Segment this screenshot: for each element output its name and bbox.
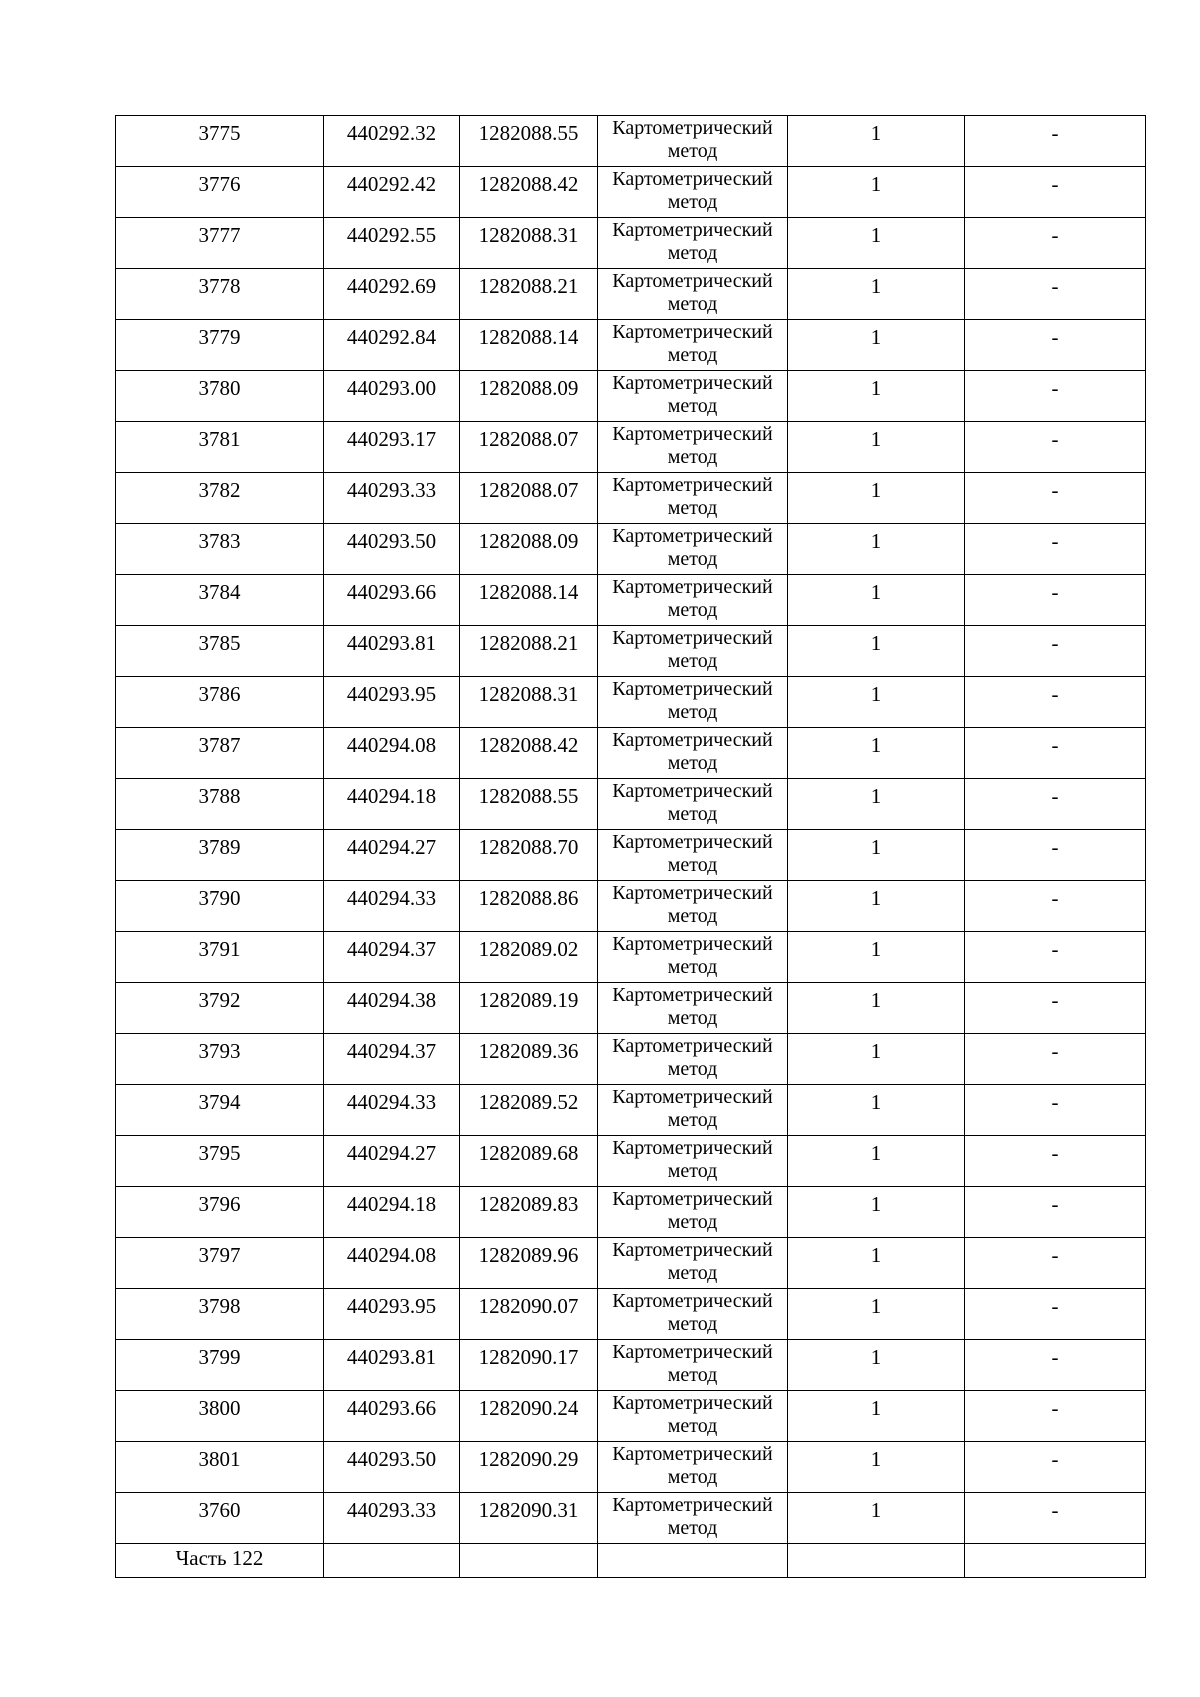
y-coordinate-cell: 1282088.55	[460, 116, 598, 167]
accuracy-cell: 1	[788, 1289, 965, 1340]
part-row	[116, 1544, 1146, 1578]
description-cell: -	[965, 269, 1146, 320]
method-cell: Картометрический метод	[598, 1493, 788, 1544]
x-coordinate-cell: 440293.66	[324, 1391, 460, 1442]
table-row	[116, 116, 1146, 167]
table-row	[116, 1187, 1146, 1238]
point-number-cell: 3785	[116, 626, 324, 677]
y-coordinate-cell: 1282088.21	[460, 626, 598, 677]
table-row	[116, 1034, 1146, 1085]
y-coordinate-cell: 1282088.14	[460, 575, 598, 626]
accuracy-cell: 1	[788, 932, 965, 983]
x-coordinate-cell: 440294.38	[324, 983, 460, 1034]
method-cell: Картометрический метод	[598, 269, 788, 320]
point-number-cell: 3794	[116, 1085, 324, 1136]
method-cell: Картометрический метод	[598, 728, 788, 779]
description-cell: -	[965, 575, 1146, 626]
accuracy-cell: 1	[788, 473, 965, 524]
y-coordinate-cell: 1282089.52	[460, 1085, 598, 1136]
accuracy-cell: 1	[788, 1391, 965, 1442]
point-number-cell: 3799	[116, 1340, 324, 1391]
description-cell: -	[965, 167, 1146, 218]
accuracy-cell: 1	[788, 728, 965, 779]
method-cell: Картометрический метод	[598, 677, 788, 728]
accuracy-cell: 1	[788, 983, 965, 1034]
x-coordinate-cell: 440294.18	[324, 779, 460, 830]
method-cell: Картометрический метод	[598, 320, 788, 371]
table-row	[116, 1085, 1146, 1136]
method-cell: Картометрический метод	[598, 932, 788, 983]
method-cell: Картометрический метод	[598, 1340, 788, 1391]
method-cell: Картометрический метод	[598, 218, 788, 269]
method-cell: Картометрический метод	[598, 1442, 788, 1493]
x-coordinate-cell: 440292.84	[324, 320, 460, 371]
y-coordinate-cell: 1282090.31	[460, 1493, 598, 1544]
x-coordinate-cell: 440292.55	[324, 218, 460, 269]
description-cell: -	[965, 677, 1146, 728]
method-cell: Картометрический метод	[598, 626, 788, 677]
accuracy-cell: 1	[788, 830, 965, 881]
y-coordinate-cell: 1282089.83	[460, 1187, 598, 1238]
accuracy-cell: 1	[788, 167, 965, 218]
x-coordinate-cell: 440294.08	[324, 1238, 460, 1289]
empty-cell	[598, 1544, 788, 1578]
table-row	[116, 983, 1146, 1034]
empty-cell	[460, 1544, 598, 1578]
description-cell: -	[965, 218, 1146, 269]
point-number-cell: 3796	[116, 1187, 324, 1238]
table-row	[116, 626, 1146, 677]
x-coordinate-cell: 440293.81	[324, 626, 460, 677]
method-cell: Картометрический метод	[598, 1391, 788, 1442]
point-number-cell: 3797	[116, 1238, 324, 1289]
y-coordinate-cell: 1282090.17	[460, 1340, 598, 1391]
description-cell: -	[965, 830, 1146, 881]
accuracy-cell: 1	[788, 422, 965, 473]
empty-cell	[788, 1544, 965, 1578]
point-number-cell: 3793	[116, 1034, 324, 1085]
point-number-cell: 3786	[116, 677, 324, 728]
empty-cell	[965, 1544, 1146, 1578]
description-cell: -	[965, 1289, 1146, 1340]
table-row	[116, 881, 1146, 932]
y-coordinate-cell: 1282088.55	[460, 779, 598, 830]
description-cell: -	[965, 1340, 1146, 1391]
method-cell: Картометрический метод	[598, 422, 788, 473]
table-row	[116, 1340, 1146, 1391]
y-coordinate-cell: 1282089.36	[460, 1034, 598, 1085]
table-row	[116, 575, 1146, 626]
x-coordinate-cell: 440293.95	[324, 677, 460, 728]
point-number-cell: 3783	[116, 524, 324, 575]
method-cell: Картометрический метод	[598, 167, 788, 218]
description-cell: -	[965, 1391, 1146, 1442]
point-number-cell: 3795	[116, 1136, 324, 1187]
x-coordinate-cell: 440293.95	[324, 1289, 460, 1340]
y-coordinate-cell: 1282088.09	[460, 524, 598, 575]
table-row	[116, 1136, 1146, 1187]
accuracy-cell: 1	[788, 1085, 965, 1136]
point-number-cell: 3782	[116, 473, 324, 524]
point-number-cell: 3791	[116, 932, 324, 983]
x-coordinate-cell: 440293.50	[324, 524, 460, 575]
y-coordinate-cell: 1282088.31	[460, 677, 598, 728]
method-cell: Картометрический метод	[598, 524, 788, 575]
y-coordinate-cell: 1282089.68	[460, 1136, 598, 1187]
point-number-cell: 3781	[116, 422, 324, 473]
point-number-cell: 3801	[116, 1442, 324, 1493]
description-cell: -	[965, 1085, 1146, 1136]
table-row	[116, 1391, 1146, 1442]
point-number-cell: 3777	[116, 218, 324, 269]
x-coordinate-cell: 440293.66	[324, 575, 460, 626]
x-coordinate-cell: 440294.37	[324, 932, 460, 983]
accuracy-cell: 1	[788, 575, 965, 626]
description-cell: -	[965, 422, 1146, 473]
accuracy-cell: 1	[788, 218, 965, 269]
y-coordinate-cell: 1282088.07	[460, 473, 598, 524]
method-cell: Картометрический метод	[598, 1289, 788, 1340]
accuracy-cell: 1	[788, 1034, 965, 1085]
x-coordinate-cell: 440294.37	[324, 1034, 460, 1085]
method-cell: Картометрический метод	[598, 473, 788, 524]
table-row	[116, 779, 1146, 830]
table-row	[116, 320, 1146, 371]
empty-cell	[324, 1544, 460, 1578]
x-coordinate-cell: 440292.32	[324, 116, 460, 167]
method-cell: Картометрический метод	[598, 1187, 788, 1238]
x-coordinate-cell: 440293.17	[324, 422, 460, 473]
method-cell: Картометрический метод	[598, 779, 788, 830]
x-coordinate-cell: 440294.08	[324, 728, 460, 779]
description-cell: -	[965, 116, 1146, 167]
table-row	[116, 677, 1146, 728]
description-cell: -	[965, 1034, 1146, 1085]
accuracy-cell: 1	[788, 371, 965, 422]
method-cell: Картометрический метод	[598, 881, 788, 932]
y-coordinate-cell: 1282088.42	[460, 167, 598, 218]
point-number-cell: 3800	[116, 1391, 324, 1442]
point-number-cell: 3787	[116, 728, 324, 779]
x-coordinate-cell: 440293.50	[324, 1442, 460, 1493]
accuracy-cell: 1	[788, 1238, 965, 1289]
accuracy-cell: 1	[788, 1493, 965, 1544]
y-coordinate-cell: 1282088.14	[460, 320, 598, 371]
y-coordinate-cell: 1282088.09	[460, 371, 598, 422]
description-cell: -	[965, 1136, 1146, 1187]
description-cell: -	[965, 1493, 1146, 1544]
x-coordinate-cell: 440292.42	[324, 167, 460, 218]
x-coordinate-cell: 440293.33	[324, 1493, 460, 1544]
x-coordinate-cell: 440294.33	[324, 881, 460, 932]
description-cell: -	[965, 626, 1146, 677]
method-cell: Картометрический метод	[598, 1136, 788, 1187]
table-row	[116, 524, 1146, 575]
x-coordinate-cell: 440294.33	[324, 1085, 460, 1136]
method-cell: Картометрический метод	[598, 371, 788, 422]
y-coordinate-cell: 1282090.29	[460, 1442, 598, 1493]
y-coordinate-cell: 1282088.21	[460, 269, 598, 320]
point-number-cell: 3788	[116, 779, 324, 830]
table-row	[116, 1289, 1146, 1340]
description-cell: -	[965, 983, 1146, 1034]
table-row	[116, 473, 1146, 524]
point-number-cell: 3790	[116, 881, 324, 932]
accuracy-cell: 1	[788, 1340, 965, 1391]
table-row	[116, 1442, 1146, 1493]
method-cell: Картометрический метод	[598, 1085, 788, 1136]
description-cell: -	[965, 881, 1146, 932]
coordinates-table	[115, 115, 1146, 1578]
y-coordinate-cell: 1282089.19	[460, 983, 598, 1034]
description-cell: -	[965, 524, 1146, 575]
accuracy-cell: 1	[788, 626, 965, 677]
x-coordinate-cell: 440293.00	[324, 371, 460, 422]
table-row	[116, 218, 1146, 269]
point-number-cell: 3798	[116, 1289, 324, 1340]
method-cell: Картометрический метод	[598, 830, 788, 881]
method-cell: Картометрический метод	[598, 1034, 788, 1085]
table-row	[116, 830, 1146, 881]
accuracy-cell: 1	[788, 677, 965, 728]
table-row	[116, 1238, 1146, 1289]
description-cell: -	[965, 1187, 1146, 1238]
table-row	[116, 728, 1146, 779]
accuracy-cell: 1	[788, 320, 965, 371]
accuracy-cell: 1	[788, 881, 965, 932]
description-cell: -	[965, 1238, 1146, 1289]
description-cell: -	[965, 1442, 1146, 1493]
y-coordinate-cell: 1282088.70	[460, 830, 598, 881]
description-cell: -	[965, 371, 1146, 422]
x-coordinate-cell: 440294.27	[324, 1136, 460, 1187]
y-coordinate-cell: 1282088.07	[460, 422, 598, 473]
point-number-cell: 3780	[116, 371, 324, 422]
table-row	[116, 371, 1146, 422]
point-number-cell: 3775	[116, 116, 324, 167]
point-number-cell: 3778	[116, 269, 324, 320]
point-number-cell: 3776	[116, 167, 324, 218]
description-cell: -	[965, 728, 1146, 779]
table-row	[116, 932, 1146, 983]
y-coordinate-cell: 1282090.24	[460, 1391, 598, 1442]
x-coordinate-cell: 440292.69	[324, 269, 460, 320]
method-cell: Картометрический метод	[598, 575, 788, 626]
x-coordinate-cell: 440293.33	[324, 473, 460, 524]
part-label-cell: Часть 122	[116, 1544, 324, 1578]
point-number-cell: 3784	[116, 575, 324, 626]
table-row	[116, 1493, 1146, 1544]
accuracy-cell: 1	[788, 1442, 965, 1493]
accuracy-cell: 1	[788, 1136, 965, 1187]
y-coordinate-cell: 1282088.42	[460, 728, 598, 779]
point-number-cell: 3789	[116, 830, 324, 881]
x-coordinate-cell: 440294.18	[324, 1187, 460, 1238]
table-row	[116, 269, 1146, 320]
description-cell: -	[965, 932, 1146, 983]
method-cell: Картометрический метод	[598, 983, 788, 1034]
y-coordinate-cell: 1282089.96	[460, 1238, 598, 1289]
y-coordinate-cell: 1282090.07	[460, 1289, 598, 1340]
description-cell: -	[965, 779, 1146, 830]
x-coordinate-cell: 440294.27	[324, 830, 460, 881]
x-coordinate-cell: 440293.81	[324, 1340, 460, 1391]
method-cell: Картометрический метод	[598, 1238, 788, 1289]
y-coordinate-cell: 1282089.02	[460, 932, 598, 983]
description-cell: -	[965, 473, 1146, 524]
point-number-cell: 3792	[116, 983, 324, 1034]
table-row	[116, 422, 1146, 473]
accuracy-cell: 1	[788, 524, 965, 575]
table-row	[116, 167, 1146, 218]
point-number-cell: 3760	[116, 1493, 324, 1544]
table-body	[116, 116, 1146, 1578]
accuracy-cell: 1	[788, 1187, 965, 1238]
accuracy-cell: 1	[788, 116, 965, 167]
accuracy-cell: 1	[788, 779, 965, 830]
point-number-cell: 3779	[116, 320, 324, 371]
y-coordinate-cell: 1282088.31	[460, 218, 598, 269]
accuracy-cell: 1	[788, 269, 965, 320]
method-cell: Картометрический метод	[598, 116, 788, 167]
y-coordinate-cell: 1282088.86	[460, 881, 598, 932]
description-cell: -	[965, 320, 1146, 371]
